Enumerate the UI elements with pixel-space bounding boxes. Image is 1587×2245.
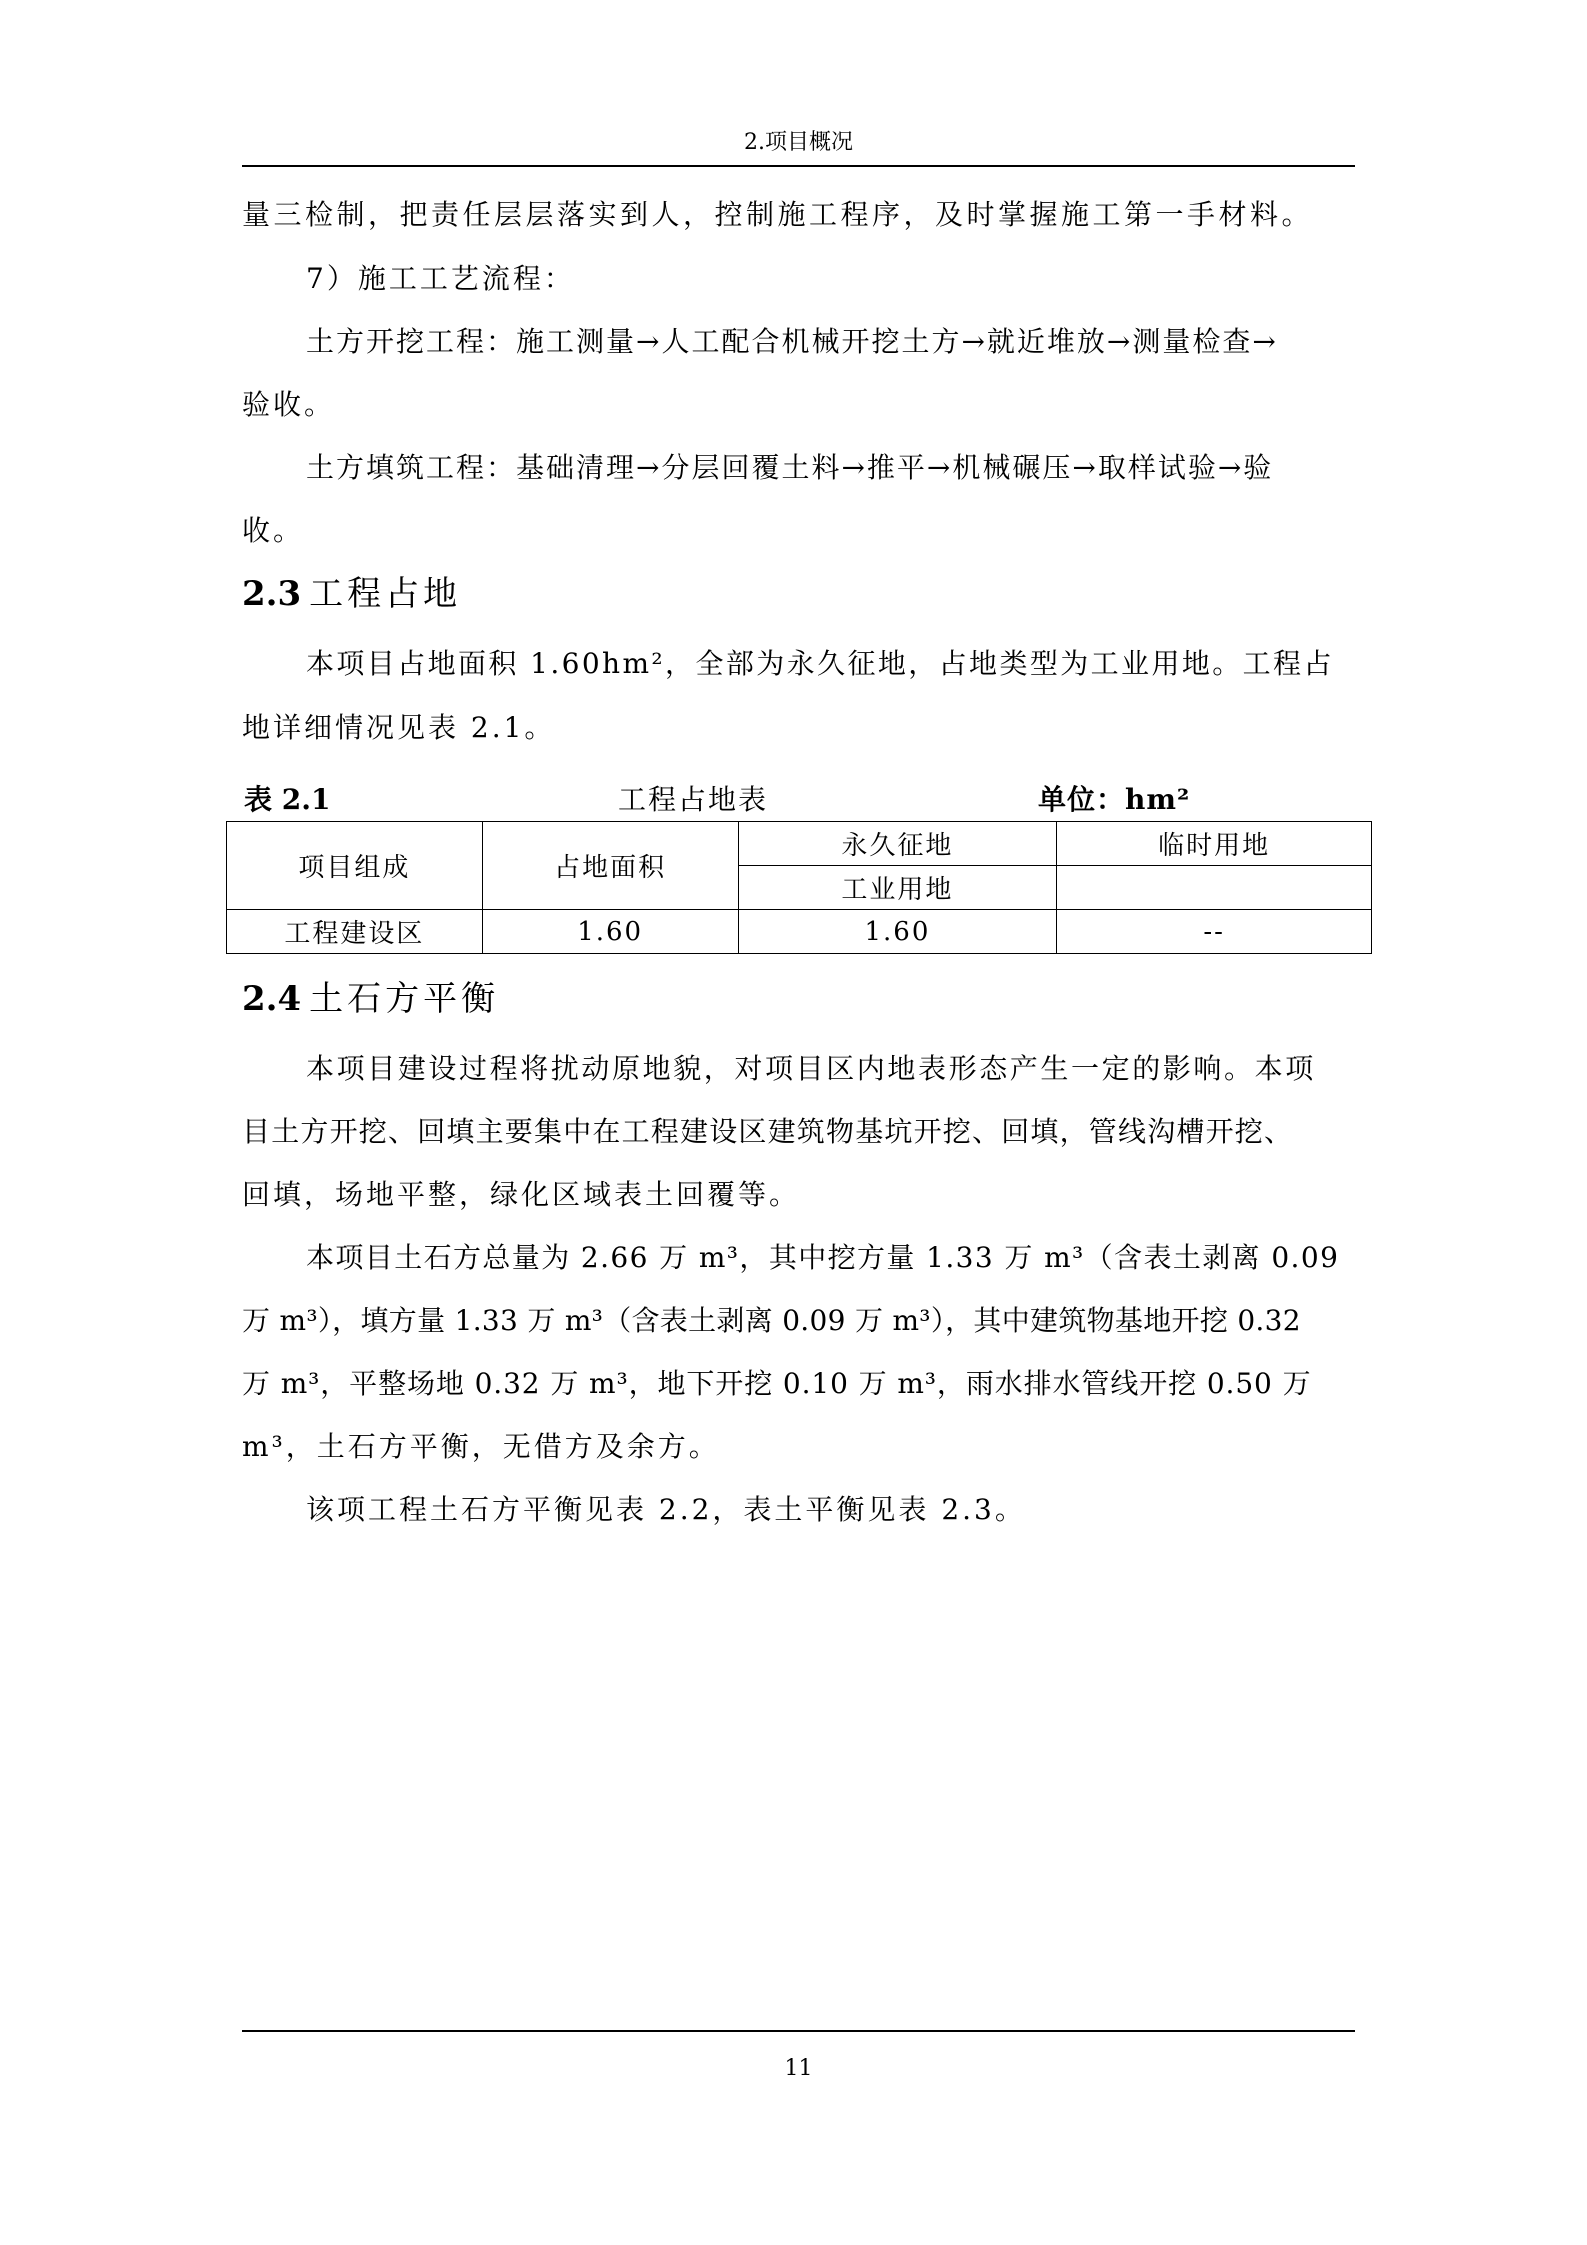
paragraph-line: 土方开挖工程：施工测量→人工配合机械开挖土方→就近堆放→测量检查→ [306,325,1278,358]
table-caption-unit: 单位：hm² [1038,783,1191,816]
paragraph-line: m³，土石方平衡，无借方及余方。 [242,1430,720,1463]
cell-temporary: -- [1057,910,1372,954]
header-cell-permanent: 永久征地 [738,822,1057,866]
paragraph-line: 收。 [242,514,305,547]
header-cell-temporary: 临时用地 [1057,822,1372,866]
section-heading-2-3 [242,572,461,616]
paragraph-line: 万 m³，平整场地 0.32 万 m³，地下开挖 0.10 万 m³，雨水排水管线开挖 0.50 万 [242,1367,1312,1400]
paragraph-line: 目土方开挖、回填主要集中在工程建设区建筑物基坑开挖、回填，管线沟槽开挖、 [242,1115,1294,1148]
table-caption-title: 工程占地表 [618,783,769,816]
paragraph-line: 本项目建设过程将扰动原地貌，对项目区内地表形态产生一定的影响。本项 [306,1052,1316,1085]
paragraph-line: 验收。 [242,388,336,421]
paragraph-line: 该项工程土石方平衡见表 2.2，表土平衡见表 2.3。 [306,1493,1026,1526]
cell-component: 工程建设区 [227,910,483,954]
paragraph-line: 土方填筑工程：基础清理→分层回覆土料→推平→机械碾压→取样试验→验 [306,451,1274,484]
header-divider [242,165,1355,167]
section-number: 2.4 [242,979,302,1019]
section-title: 土石方平衡 [309,979,500,1019]
paragraph-line: 本项目占地面积 1.60hm²，全部为永久征地，占地类型为工业用地。工程占 [306,647,1334,680]
paragraph-line: 本项目土石方总量为 2.66 万 m³，其中挖方量 1.33 万 m³（含表土剥离 0.09 [306,1241,1340,1274]
table-row [227,910,1372,954]
page-number: 11 [784,2056,813,2081]
paragraph-line: 7）施工工艺流程： [306,262,575,295]
section-title: 工程占地 [309,574,462,614]
paragraph-line: 量三检制，把责任层层落实到人，控制施工程序，及时掌握施工第一手材料。 [242,198,1314,231]
section-number: 2.3 [242,574,302,614]
footer-divider [242,2030,1355,2032]
paragraph-line: 地详细情况见表 2.1。 [242,711,556,744]
header-cell-area: 占地面积 [482,822,738,910]
table-caption-number: 表 2.1 [244,783,331,816]
cell-area: 1.60 [482,910,738,954]
header-title: 2.项目概况 [744,130,853,155]
header-cell-component: 项目组成 [227,822,483,910]
paragraph-line: 回填，场地平整，绿化区域表土回覆等。 [242,1178,801,1211]
land-use-table [226,821,1372,954]
header-cell-industrial: 工业用地 [738,866,1057,910]
header-cell-temporary-sub [1057,866,1372,910]
section-heading-2-4 [242,977,499,1021]
paragraph-line: 万 m³），填方量 1.33 万 m³（含表土剥离 0.09 万 m³），其中建筑物基地开挖 0.32 [242,1304,1301,1337]
cell-industrial: 1.60 [738,910,1057,954]
